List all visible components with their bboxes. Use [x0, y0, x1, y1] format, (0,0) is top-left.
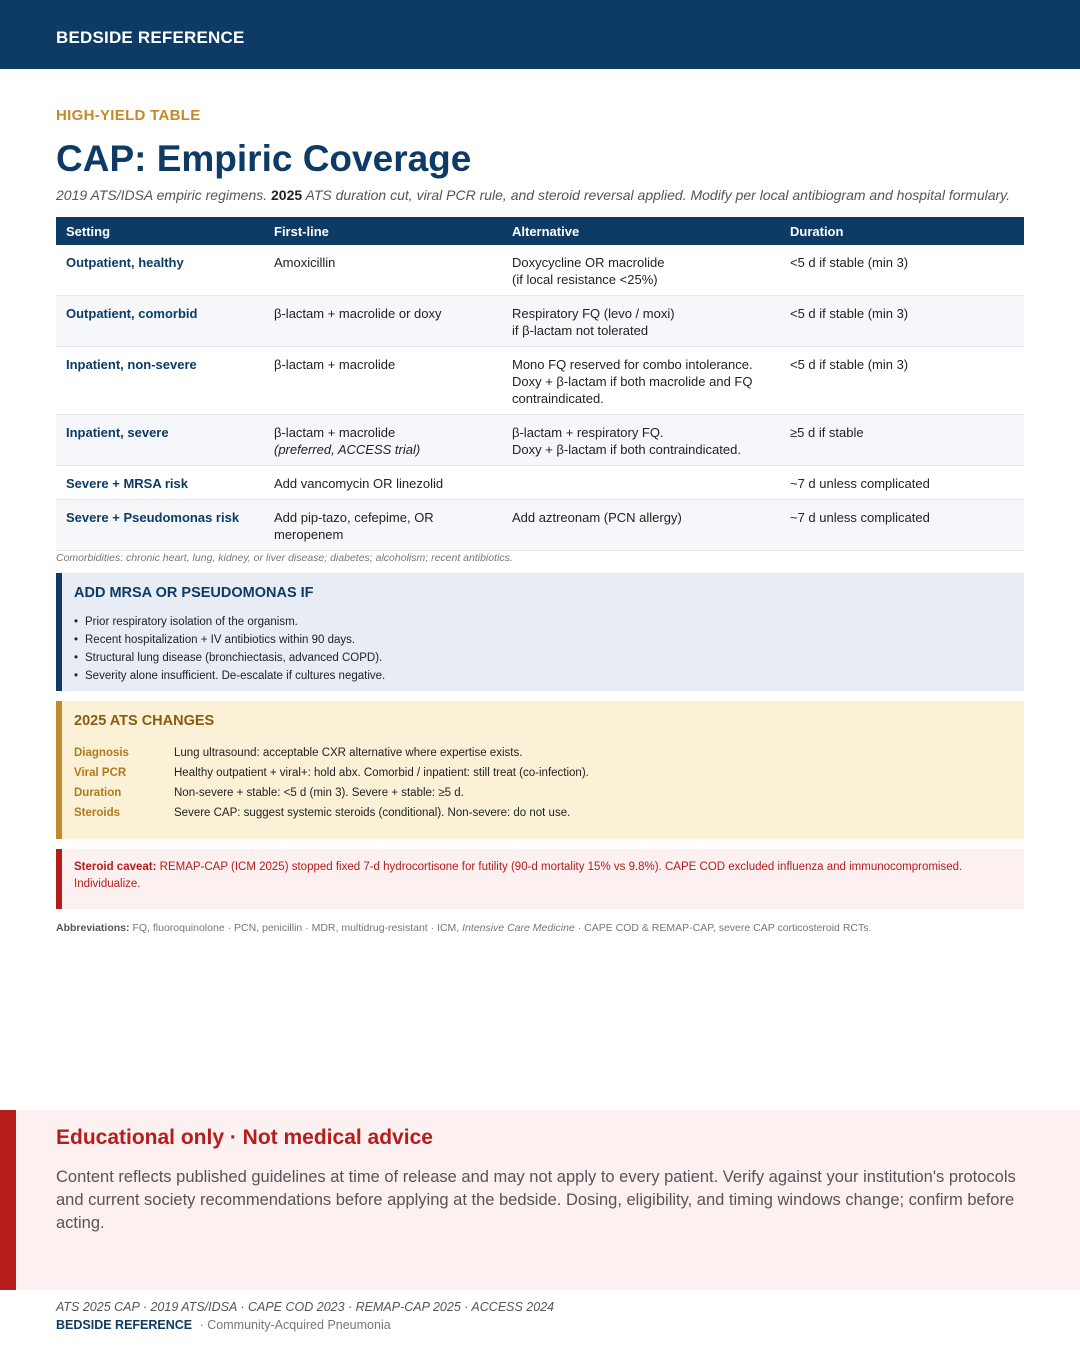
alternative-text: Doxy + β-lactam if both macrolide and FQ — [512, 374, 753, 389]
change-row — [74, 803, 1024, 823]
column-header: Setting — [56, 217, 264, 245]
duration-cell: ≥5 d if stable — [780, 415, 1024, 466]
callout-list — [74, 613, 1024, 685]
first-line-text: Amoxicillin — [274, 255, 336, 270]
list-item: • Prior respiratory isolation of the organism. — [74, 613, 1024, 631]
first-line-text: β-lactam + macrolide — [274, 425, 396, 440]
duration-cell: ~7 d unless complicated — [780, 500, 1024, 551]
first-line-cell — [264, 347, 502, 415]
table-row — [56, 296, 1024, 347]
first-line-text: meropenem — [274, 527, 344, 542]
duration-cell: <5 d if stable (min 3) — [780, 296, 1024, 347]
alternative-text: Doxy + β-lactam if both contraindicated. — [512, 442, 741, 457]
first-line-cell — [264, 466, 502, 500]
footer-brand — [56, 1318, 391, 1332]
setting-cell: Inpatient, severe — [56, 415, 264, 466]
change-row — [74, 763, 1024, 783]
abbreviations-line — [56, 922, 871, 934]
table-row — [56, 500, 1024, 551]
alternative-cell — [502, 245, 780, 296]
change-value: Severe CAP: suggest systemic steroids (conditional). Non-severe: do not use. — [174, 807, 571, 819]
change-value: Lung ultrasound: acceptable CXR alternative where expertise exists. — [174, 747, 523, 759]
first-line-cell — [264, 500, 502, 551]
table-row — [56, 347, 1024, 415]
comorbidities-footnote: Comorbidities: chronic heart, lung, kidney, or liver disease; diabetes; alcoholism; recent antibiotics. — [56, 552, 513, 564]
alternative-cell — [502, 296, 780, 347]
disclaimer-text: Content reflects published guidelines at time of release and may not apply to every patient. Verify against your institution's protocols and current society recommendations before applying at the bedside. Dosing, eligibility, and timing windows change; confirm before acting. — [56, 1168, 1016, 1232]
change-key: Steroids — [74, 807, 121, 819]
duration-cell: <5 d if stable (min 3) — [790, 255, 909, 270]
page-title: CAP: Empiric Coverage — [56, 138, 472, 179]
page-subtitle — [56, 187, 1036, 203]
column-header: Alternative — [502, 217, 780, 245]
references-line: ATS 2025 CAP · 2019 ATS/IDSA · CAPE COD 2023 · REMAP-CAP 2025 · ACCESS 2024 — [56, 1300, 555, 1314]
table-header-row — [56, 217, 1024, 245]
alternative-text: Doxycycline OR macrolide — [512, 255, 665, 270]
subtitle-pre: 2019 ATS/IDSA empiric regimens. — [56, 187, 268, 203]
change-key: Viral PCR — [74, 767, 127, 779]
alternative-text: Respiratory FQ (levo / moxi) — [512, 306, 675, 321]
alternative-text: (if local resistance <25%) — [512, 272, 658, 287]
alternative-cell — [502, 466, 780, 500]
change-value: Healthy outpatient + viral+: hold abx. Comorbid / inpatient: still treat (co-infection). — [174, 767, 589, 779]
first-line-note: (preferred, ACCESS trial) — [274, 442, 421, 457]
callout-title: 2025 ATS CHANGES — [74, 713, 215, 729]
alternative-text: contraindicated. — [512, 391, 604, 406]
list-item: • Structural lung disease (bronchiectasis, advanced COPD). — [74, 649, 1024, 667]
subtitle-year: 2025 — [271, 187, 303, 203]
table-body — [56, 245, 1024, 551]
section-eyebrow: HIGH-YIELD TABLE — [56, 107, 201, 124]
disclaimer-panel — [0, 1110, 1080, 1290]
abbreviations-label: Abbreviations: — [56, 922, 130, 934]
setting-cell: Outpatient, comorbid — [56, 296, 264, 347]
first-line-text: Add vancomycin OR linezolid — [274, 476, 444, 491]
ats-changes-callout — [56, 701, 1024, 839]
alternative-text: Add aztreonam (PCN allergy) — [512, 510, 682, 525]
change-value: Non-severe + stable: <5 d (min 3). Severe + stable: ≥5 d. — [174, 787, 464, 799]
setting-cell: Outpatient, healthy — [66, 255, 184, 270]
banner-title: BEDSIDE REFERENCE — [56, 28, 245, 47]
coverage-table — [56, 217, 1024, 551]
first-line-cell — [264, 296, 502, 347]
change-row — [74, 783, 1024, 803]
top-banner — [0, 0, 1080, 69]
table-row — [56, 466, 1024, 500]
duration-cell: ~7 d unless complicated — [790, 476, 930, 491]
list-item: • Recent hospitalization + IV antibiotics within 90 days. — [74, 631, 1024, 649]
caveat-label: Steroid caveat: — [74, 861, 157, 873]
abbreviations-pre: FQ, fluoroquinolone · PCN, penicillin · MDR, multidrug-resistant · ICM, — [132, 922, 460, 934]
abbreviations-journal: Intensive Care Medicine — [462, 922, 575, 934]
steroid-caveat-callout — [56, 849, 1024, 909]
table-row — [56, 415, 1024, 466]
list-item: • Severity alone insufficient. De-escalate if cultures negative. — [74, 667, 1024, 685]
change-row — [74, 743, 1024, 763]
column-header: First-line — [264, 217, 502, 245]
setting-cell: Severe + MRSA risk — [66, 476, 189, 491]
alternative-text: β-lactam + respiratory FQ. — [512, 425, 664, 440]
first-line-text: Add pip-tazo, cefepime, OR — [274, 510, 434, 525]
first-line-text: β-lactam + macrolide or doxy — [274, 306, 442, 321]
first-line-text: β-lactam + macrolide — [274, 357, 396, 372]
alternative-cell — [502, 347, 780, 415]
setting-cell: Severe + Pseudomonas risk — [56, 500, 264, 551]
callout-title: ADD MRSA OR PSEUDOMONAS IF — [74, 585, 314, 601]
abbreviations-post: · CAPE COD & REMAP-CAP, severe CAP corticosteroid RCTs. — [577, 922, 872, 934]
table-row — [56, 245, 1024, 296]
change-key: Duration — [74, 787, 122, 799]
disclaimer-title: Educational only · Not medical advice — [56, 1126, 433, 1149]
footer-topic: · Community-Acquired Pneumonia — [199, 1318, 391, 1332]
alternative-cell — [502, 500, 780, 551]
first-line-cell — [264, 415, 502, 466]
change-key: Diagnosis — [74, 747, 129, 759]
caveat-text: REMAP-CAP (ICM 2025) stopped fixed 7-d hydrocortisone for futility (90-d mortality 15% vs 9.8%). CAPE COD excluded influenza and immunocompromised. Individualize. — [74, 861, 963, 890]
first-line-cell — [264, 245, 502, 296]
footer-brand-name: BEDSIDE REFERENCE — [56, 1318, 193, 1332]
mrsa-pseudomonas-callout — [56, 573, 1024, 691]
alternative-text: Mono FQ reserved for combo intolerance. — [512, 357, 753, 372]
duration-cell: <5 d if stable (min 3) — [790, 357, 909, 372]
subtitle-post: ATS duration cut, viral PCR rule, and steroid reversal applied. Modify per local antibiogram and hospital formulary. — [305, 187, 1011, 203]
column-header: Duration — [780, 217, 1024, 245]
alternative-cell — [502, 415, 780, 466]
alternative-text: if β-lactam not tolerated — [512, 323, 649, 338]
setting-cell: Inpatient, non-severe — [66, 357, 197, 372]
